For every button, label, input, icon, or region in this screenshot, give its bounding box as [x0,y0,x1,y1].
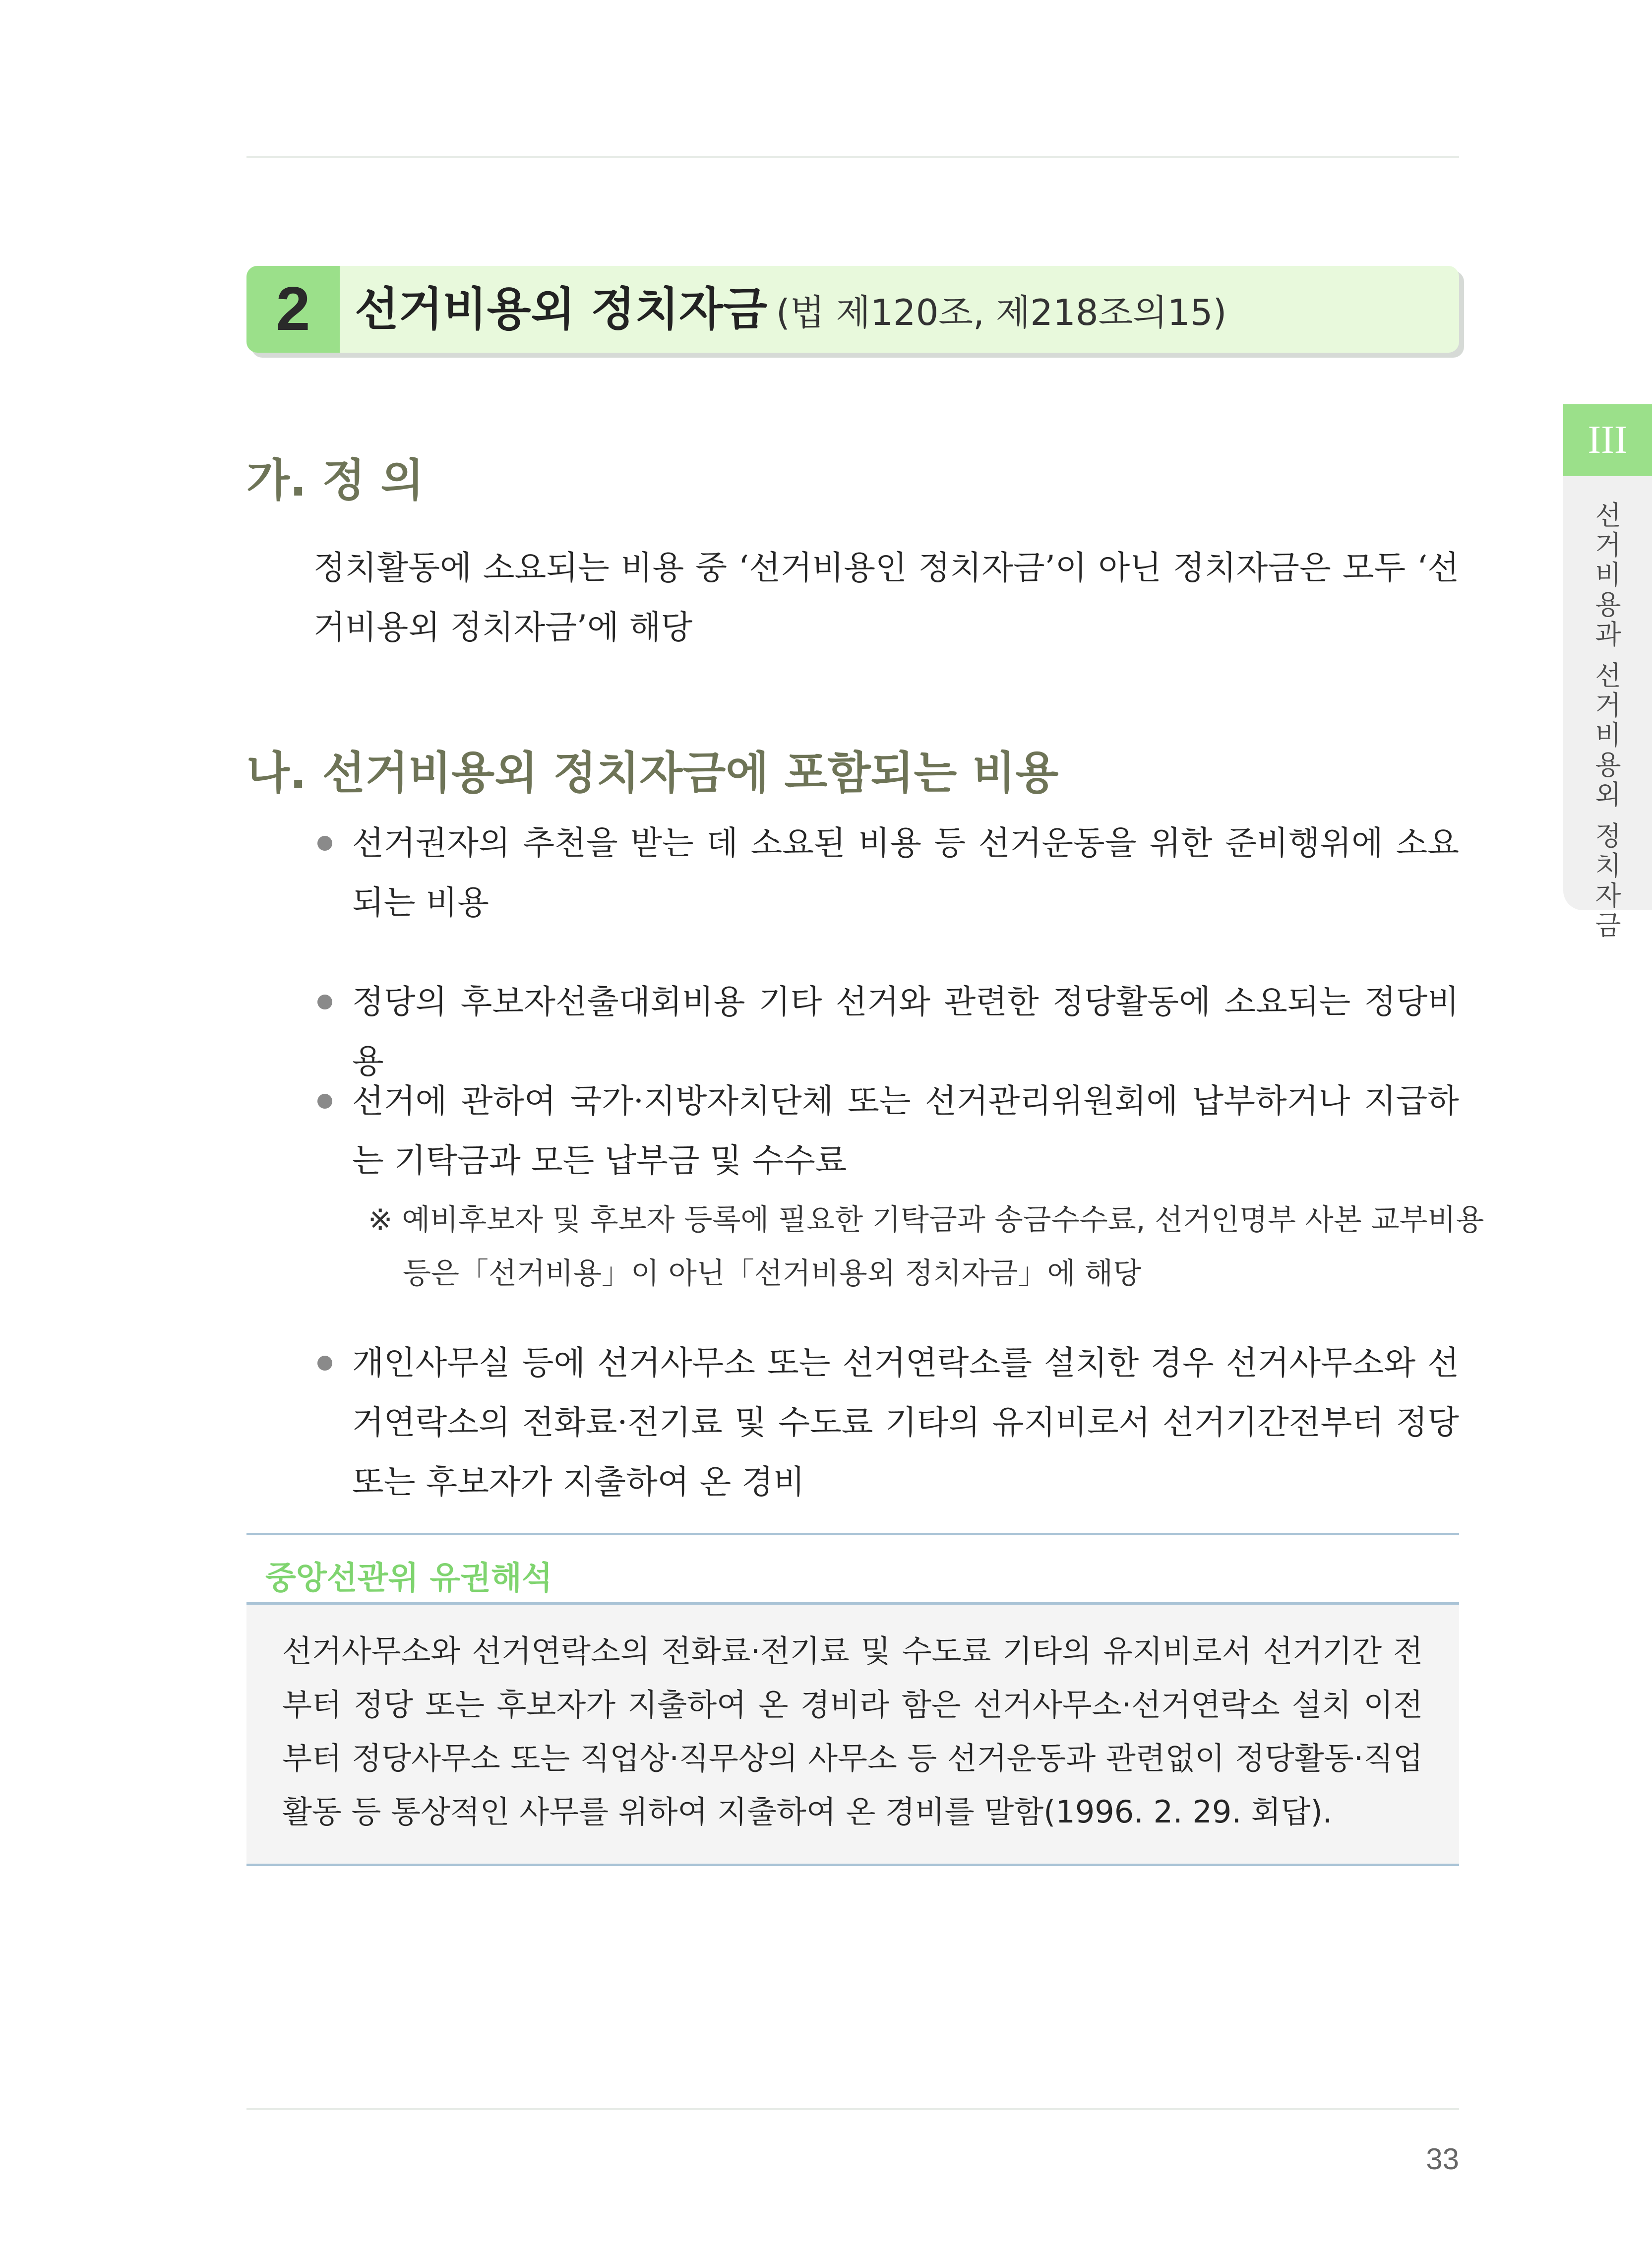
top-divider [246,156,1459,158]
page-number: 33 [1426,2142,1459,2176]
bullet-item-4: 개인사무실 등에 선거사무소 또는 선거연락소를 설치한 경우 선거사무소와 선거연락소의 전화료·전기료 및 수도료 기타의 유지비로서 선거기간전부터 정당 또는 후보자가 지출하여 온 경비 [352,1344,1459,1501]
section-header [246,266,1459,353]
chapter-label: 선거비용과 선거비용외 정치자금 [1591,501,1622,941]
section-number: 2 [246,266,340,353]
bullet-icon [317,1356,332,1371]
interpretation-box [246,1533,1459,1866]
section-title [355,266,1227,353]
interpretation-text: 선거사무소와 선거연락소의 전화료·전기료 및 수도료 기타의 유지비로서 선거기간 전부터 정당 또는 후보자가 지출하여 온 경비라 함은 선거사무소·선거연락소 설치 이전부터 정당사무소 또는 직업상·직무상의 사무소 등 선거운동과 관련없이 정당활동·직업활동 등 통상적인 사무를 위하여 지출하여 온 경비를 말함(1996. 2. 29. 회답). [282,1633,1423,1830]
bullet-icon [317,1094,332,1109]
bullet-item-3: 선거에 관하여 국가·지방자치단체 또는 선거관리위원회에 납부하거나 지급하는 기탁금과 모든 납부금 및 수수료 [352,1082,1459,1180]
bottom-divider [246,2108,1459,2110]
section-reference: (법 제120조, 제218조의15) [776,292,1227,333]
section-title-text: 선거비용외 정치자금 [355,283,767,336]
bullet-item-2: 정당의 후보자선출대회비용 기타 선거와 관련한 정당활동에 소요되는 정당비용 [352,983,1459,1080]
note-line-1: ※ 예비후보자 및 후보자 등록에 필요한 기탁금과 송금수수료, 선거인명부 사본 교부비용 [368,1202,1484,1237]
definition-text: 정치활동에 소요되는 비용 중 ‘선거비용인 정치자금’이 아닌 정치자금은 모두 ‘선거비용외 정치자금’에 해당 [313,549,1459,646]
chapter-number: III [1563,404,1652,476]
interpretation-body [246,1605,1459,1864]
bullet-icon [317,995,332,1009]
interpretation-bottom-border [246,1864,1459,1866]
interpretation-top-border [246,1533,1459,1535]
included-costs-heading: 나. 선거비용외 정치자금에 포함되는 비용 [246,747,1059,799]
note-line-2: 등은「선거비용」이 아닌「선거비용외 정치자금」에 해당 [403,1256,1142,1290]
bullet-item-1: 선거권자의 추천을 받는 데 소요된 비용 등 선거운동을 위한 준비행위에 소요되는 비용 [352,824,1459,922]
interpretation-title: 중앙선관위 유권해석 [265,1560,552,1597]
definition-heading: 가. 정 의 [246,454,424,506]
chapter-side-tab[interactable] [1563,404,1652,941]
bullet-icon [317,836,332,851]
